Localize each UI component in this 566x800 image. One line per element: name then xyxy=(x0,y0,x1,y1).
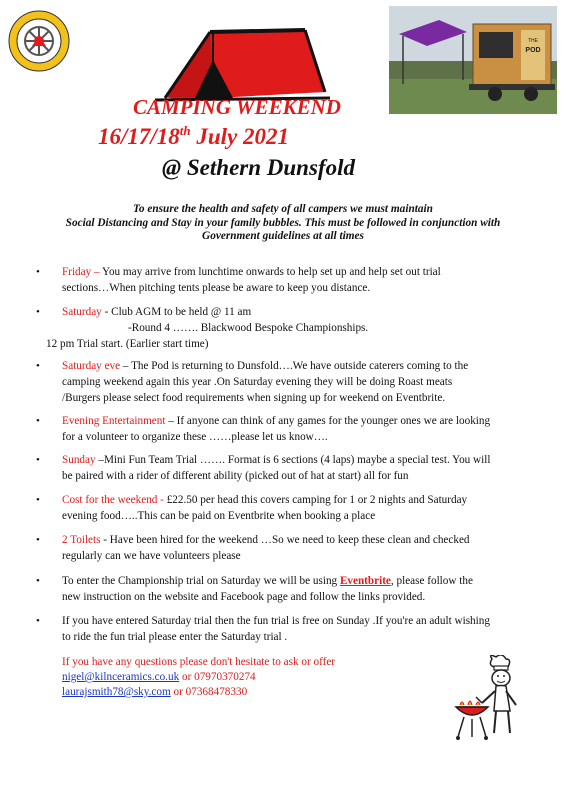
contact-block xyxy=(62,655,335,700)
saturday-eve-text: – The Pod is returning to Dunsfold….We have outside caterers coming to the xyxy=(120,360,469,372)
bullet-icon: • xyxy=(36,306,40,318)
phone-nigel: 07970370274 xyxy=(194,671,256,683)
toilets-text: - Have been hired for the weekend …So we need to keep these clean and checked xyxy=(100,534,470,546)
toilets-text-2: regularly can we have volunteers please xyxy=(62,550,241,562)
bullet-fun-trial xyxy=(36,613,556,645)
bullet-saturday-eve xyxy=(36,358,556,406)
cost-text: £22.50 per head this covers camping for 1 or 2 nights and Saturday xyxy=(163,494,468,506)
friday-label: Friday – xyxy=(62,266,100,278)
event-dates-suffix: th xyxy=(179,123,191,138)
friday-text: You may arrive from lunchtime onwards to help set up and help set out trial xyxy=(99,266,441,278)
saturday-eve-text-3: /Burgers please select food requirements when signing up for weekend on Eventbrite. xyxy=(62,392,446,404)
contact-or: or xyxy=(179,671,195,683)
food-trailer-photo xyxy=(389,6,557,114)
bullet-toilets xyxy=(36,532,556,564)
evening-label: Evening Entertainment xyxy=(62,415,166,427)
event-title: CAMPING WEEKEND xyxy=(133,95,341,119)
event-dates-main: 16/17/18 xyxy=(98,124,180,149)
safety-intro xyxy=(20,203,546,244)
championship-text: To enter the Championship trial on Saturday we will be using xyxy=(62,575,340,587)
saturday-text-3: 12 pm Trial start. (Earlier start time) xyxy=(46,338,209,350)
event-dates xyxy=(98,123,289,150)
bbq-chef-clipart xyxy=(448,655,528,745)
bullet-icon: • xyxy=(36,360,40,372)
bullet-icon: • xyxy=(36,615,40,627)
event-dates-rest: July 2021 xyxy=(190,124,290,149)
sunday-text-2: be paired with a rider of different ability (picked out of hat at start) all for fun xyxy=(62,470,409,482)
eventbrite-link[interactable]: Eventbrite xyxy=(339,575,391,587)
cost-text-2: evening food…..This can be paid on Eventbrite when booking a place xyxy=(62,510,376,522)
friday-text-2: sections…When pitching tents please be aware to keep you distance. xyxy=(62,282,371,294)
contact-question: If you have any questions please don't hesitate to ask or offer xyxy=(62,656,336,668)
bullet-saturday xyxy=(36,304,556,352)
championship-text-post: , please follow the xyxy=(390,575,473,587)
bullet-icon: • xyxy=(36,454,40,466)
bullet-evening-entertainment xyxy=(36,413,556,445)
event-location: @ Sethern Dunsfold xyxy=(162,155,355,180)
evening-text-2: for a volunteer to organize these ……please let us know…. xyxy=(62,431,328,443)
bullet-cost xyxy=(36,492,556,524)
svg-text:THE: THE xyxy=(528,38,538,44)
sunday-label: Sunday xyxy=(62,454,96,466)
saturday-eve-label: Saturday eve xyxy=(62,360,121,372)
intro-line: To ensure the health and safety of all campers we must maintain xyxy=(133,203,433,215)
intro-line: Social Distancing and Stay in your family bubbles. This must be followed in conjunction with xyxy=(65,216,501,229)
svg-text:POD: POD xyxy=(525,47,541,54)
bullet-icon: • xyxy=(36,534,40,546)
contact-or: or xyxy=(170,686,186,698)
bullet-icon: • xyxy=(36,266,40,278)
fun-trial-text-2: to ride the fun trial please enter the Saturday trial . xyxy=(62,631,288,643)
bullet-icon: • xyxy=(36,494,40,506)
email-link-nigel[interactable]: nigel@kilnceramics.co.uk xyxy=(62,671,180,683)
bullet-friday xyxy=(36,264,556,296)
championship-text-2: new instruction on the website and Facebook page and follow the links provided. xyxy=(62,591,426,603)
bullet-championship xyxy=(36,573,556,605)
sunday-text: –Mini Fun Team Trial ……. Format is 6 sections (4 laps) maybe a special test. You will xyxy=(95,454,491,466)
bullet-sunday xyxy=(36,452,556,484)
saturday-text-2: -Round 4 ……. Blackwood Bespoke Championships. xyxy=(128,322,369,334)
saturday-label: Saturday xyxy=(62,306,102,318)
bullet-icon: • xyxy=(36,415,40,427)
toilets-label: 2 Toilets xyxy=(62,534,101,546)
intro-line: Government guidelines at all times xyxy=(202,230,364,242)
saturday-eve-text-2: camping weekend again this year .On Saturday evening they will be doing Roast meats xyxy=(62,376,453,388)
fun-trial-text: If you have entered Saturday trial then the fun trial is free on Sunday .If you're an adult wishing xyxy=(62,615,490,627)
tent-illustration xyxy=(155,22,330,102)
saturday-text: - Club AGM to be held @ 11 am xyxy=(101,306,252,318)
cost-label: Cost for the weekend - xyxy=(62,494,164,506)
email-link-laura[interactable]: laurajsmith78@sky.com xyxy=(62,686,171,698)
bullet-icon: • xyxy=(36,575,40,587)
club-logo xyxy=(8,10,70,72)
evening-text: – If anyone can think of any games for the younger ones we are looking xyxy=(165,415,491,427)
phone-laura: 07368478330 xyxy=(185,686,248,698)
